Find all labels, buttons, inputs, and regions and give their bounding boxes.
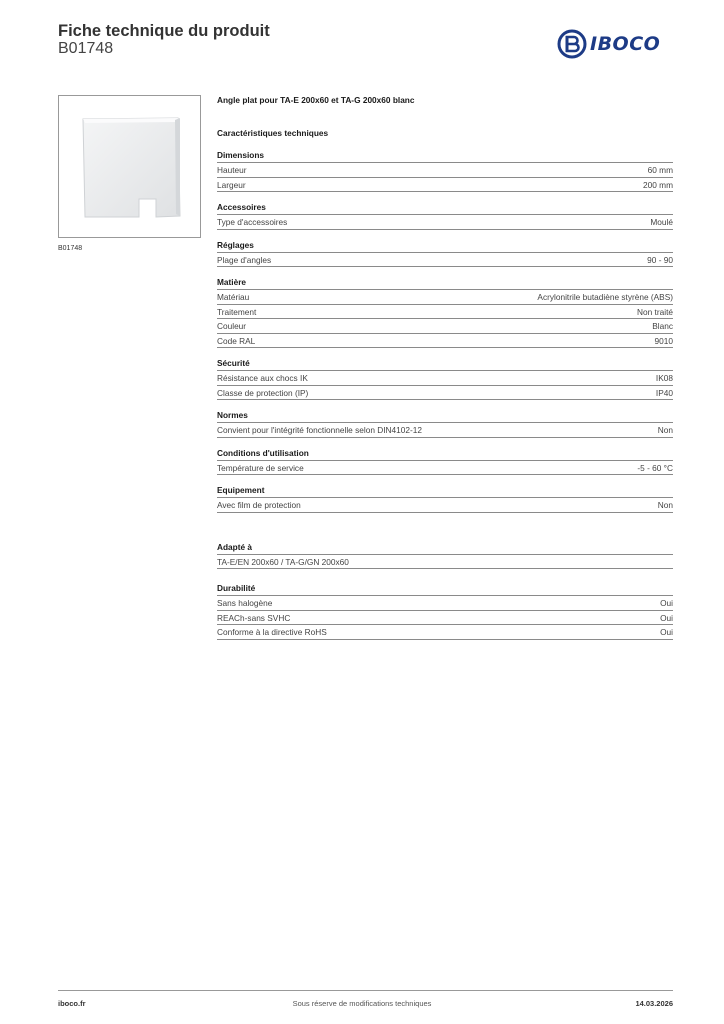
spec-group (217, 410, 673, 438)
spec-value: Moulé (650, 217, 673, 227)
spec-value: IK08 (655, 373, 673, 383)
group-title: Durabilité (217, 583, 673, 596)
spec-label: REACh-sans SVHC (217, 612, 291, 623)
spec-value: 9010 (654, 335, 673, 346)
spec-row (217, 386, 673, 401)
spec-value: 90 - 90 (647, 254, 673, 265)
spec-value: -5 - 60 °C (637, 462, 673, 473)
group-title: Accessoires (217, 202, 673, 215)
spec-row (217, 334, 673, 349)
spec-row (217, 498, 673, 513)
brand-logo (557, 28, 675, 60)
brand-name: IBOCO (590, 33, 661, 55)
group-title: Adapté à (217, 542, 673, 555)
spec-value: Non (657, 500, 673, 510)
spec-row (217, 253, 673, 268)
spec-row (217, 319, 673, 334)
spec-row (217, 611, 673, 626)
spec-value: Non (657, 425, 673, 435)
spec-group (217, 358, 673, 400)
spec-row (217, 215, 673, 230)
group-title: Conditions d'utilisation (217, 448, 673, 461)
spec-label: Plage d'angles (217, 254, 272, 265)
group-title: Matière (217, 277, 673, 290)
product-image-icon (59, 96, 200, 237)
spec-label: Classe de protection (IP) (217, 387, 309, 398)
spec-group (217, 485, 673, 513)
spec-label: Sans halogène (217, 598, 273, 608)
spec-value: Non traité (637, 306, 673, 317)
spec-groups (217, 150, 673, 513)
page-title: Fiche technique du produit (58, 22, 270, 40)
spec-row (217, 596, 673, 611)
spec-group (217, 150, 673, 192)
spec-value: Acrylonitrile butadiène styrène (ABS) (537, 292, 673, 302)
spec-row (217, 371, 673, 386)
spec-group-durabilite (217, 583, 673, 640)
durabilite-rows (217, 596, 673, 640)
footer-note: Sous réserve de modifications techniques (292, 999, 432, 1008)
spec-group (217, 202, 673, 230)
spec-label: Code RAL (217, 335, 256, 346)
spec-value: 60 mm (647, 165, 673, 175)
product-title: Angle plat pour TA-E 200x60 et TA-G 200x60 blanc (217, 95, 415, 105)
spec-value: 200 mm (643, 179, 673, 190)
spec-group-adapte (217, 542, 673, 570)
section-heading: Caractéristiques techniques (217, 128, 329, 138)
spec-group (217, 240, 673, 268)
spec-value: Oui (660, 598, 673, 608)
spec-row (217, 163, 673, 178)
spec-row (217, 625, 673, 640)
adapte-text: TA-E/EN 200x60 / TA-G/GN 200x60 (217, 555, 673, 570)
spec-label: Largeur (217, 179, 246, 190)
spec-label: Convient pour l'intégrité fonctionnelle selon DIN4102-12 (217, 425, 422, 435)
group-title: Dimensions (217, 150, 673, 163)
spec-label: Température de service (217, 462, 304, 473)
spec-row (217, 305, 673, 320)
spec-row (217, 423, 673, 438)
spec-group (217, 277, 673, 348)
photo-caption: B01748 (58, 245, 83, 252)
spec-row (217, 461, 673, 476)
group-title: Réglages (217, 240, 673, 253)
spec-label: Type d'accessoires (217, 217, 288, 227)
footer-divider (58, 990, 673, 991)
group-title: Equipement (217, 485, 673, 498)
footer-site: iboco.fr (58, 999, 86, 1008)
spec-content (217, 95, 673, 650)
spec-label: Traitement (217, 306, 257, 317)
spec-label: Hauteur (217, 165, 247, 175)
spec-value: Oui (660, 627, 673, 637)
spec-label: Conforme à la directive RoHS (217, 627, 327, 637)
spec-group (217, 448, 673, 476)
product-code: B01748 (58, 40, 114, 57)
spec-value: Oui (660, 612, 673, 623)
spec-label: Résistance aux chocs IK (217, 373, 308, 383)
spec-value: IP40 (655, 387, 673, 398)
spec-row (217, 290, 673, 305)
spec-label: Matériau (217, 292, 250, 302)
spec-value: Blanc (652, 321, 673, 331)
spec-label: Avec film de protection (217, 500, 301, 510)
spec-label: Couleur (217, 321, 247, 331)
group-title: Sécurité (217, 358, 673, 371)
spec-row (217, 178, 673, 193)
group-title: Normes (217, 410, 673, 423)
iboco-logo-icon (557, 29, 587, 59)
product-photo (58, 95, 201, 238)
footer-date: 14.03.2026 (635, 999, 673, 1008)
